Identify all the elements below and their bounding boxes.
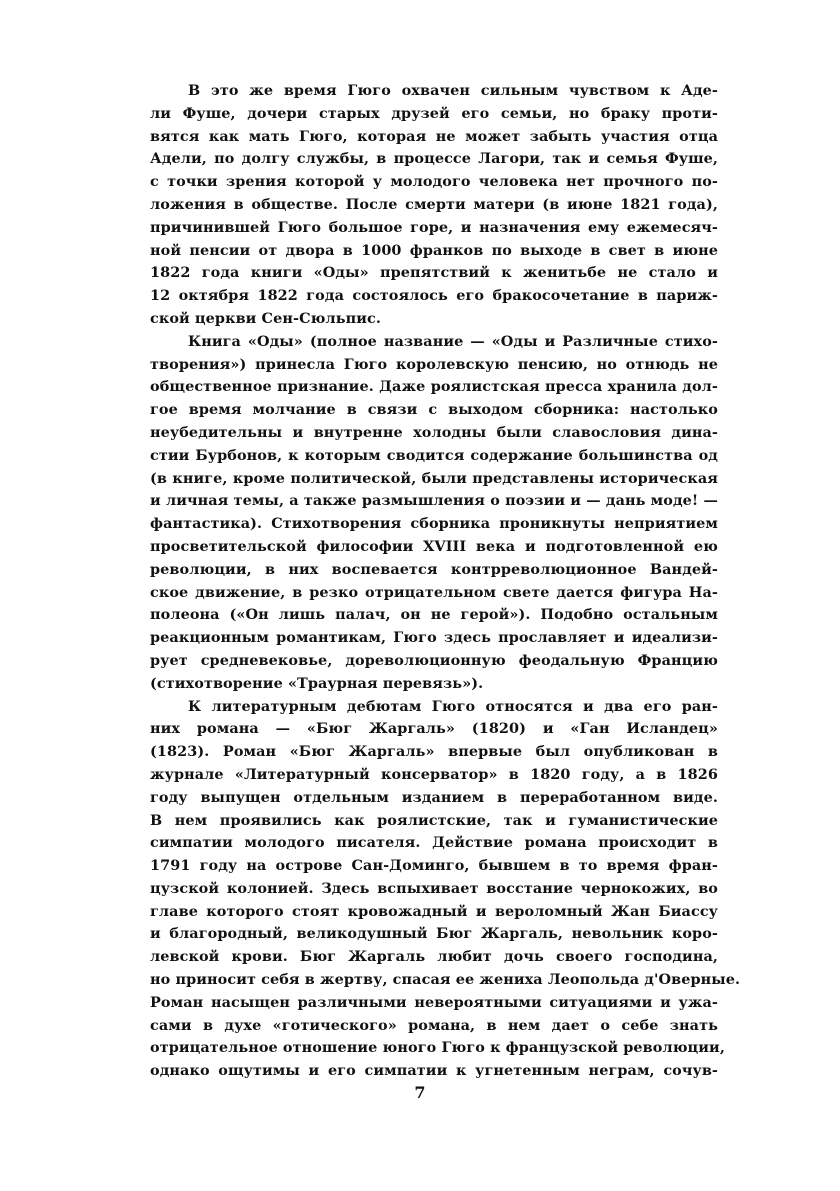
- text-line: революции, в них воспевается контрреволюционное Вандей-: [150, 560, 718, 578]
- text-line: просветительской философии XVIII века и подготовленной ею: [150, 537, 718, 555]
- text-line: них романа — «Бюг Жаргаль» (1820) и «Ган Исландец»: [150, 720, 718, 738]
- text-line: полеона («Он лишь палач, он не герой»). Подобно остальным: [150, 606, 718, 624]
- text-line: и личная темы, а также размышления о поэзии и — дань моде! —: [150, 492, 718, 510]
- text-line: причинившей Гюго большое горе, и назначения ему ежемесяч-: [150, 218, 718, 236]
- text-line: (в книге, кроме политической, были представлены историческая: [150, 469, 718, 487]
- text-line: году выпущен отдельным изданием в переработанном виде.: [150, 788, 718, 806]
- page-body: [150, 80, 741, 1083]
- text-line: сами в духе «готического» романа, в нем дает о себе знать: [150, 1016, 718, 1034]
- text-line: К литературным дебютам Гюго относятся и два его ран-: [188, 697, 718, 715]
- text-line: симпатии молодого писателя. Действие романа происходит в: [150, 834, 718, 852]
- text-line: вятся как мать Гюго, которая не может забыть участия отца: [150, 127, 718, 145]
- text-line: цузской колонией. Здесь вспыхивает восстание чернокожих, во: [150, 879, 718, 897]
- text-line: рует средневековье, дореволюционную феодальную Францию: [150, 651, 718, 669]
- text-line: журнале «Литературный консерватор» в 1820 году, а в 1826: [150, 765, 718, 783]
- text-line: Адели, по долгу службы, в процессе Лагори, так и семья Фуше,: [150, 150, 718, 168]
- text-line: В нем проявились как роялистские, так и гуманистические: [150, 811, 718, 829]
- text-line: с точки зрения которой у молодого человека нет прочного по-: [150, 173, 718, 191]
- text-line: ложения в обществе. После смерти матери (в июне 1821 года),: [150, 195, 718, 213]
- text-line: (стихотворение «Траурная перевязь»).: [150, 674, 484, 692]
- text-line: отрицательное отношение юного Гюго к французской революции,: [150, 1039, 725, 1057]
- text-line: (1823). Роман «Бюг Жаргаль» впервые был опубликован в: [150, 743, 718, 761]
- text-line: однако ощутимы и его симпатии к угнетенным неграм, сочув-: [150, 1062, 718, 1080]
- text-line: В это же время Гюго охвачен сильным чувством к Аде-: [188, 82, 718, 99]
- text-line: гое время молчание в связи с выходом сборника: настолько: [150, 401, 718, 419]
- text-line: главе которого стоят кровожадный и вероломный Жан Биассу: [150, 902, 718, 920]
- text-line: левской крови. Бюг Жаргаль любит дочь своего господина,: [150, 948, 718, 966]
- text-line: ли Фуше, дочери старых друзей его семьи, но браку проти-: [150, 104, 718, 122]
- text-line: стии Бурбонов, к которым сводится содержание большинства од: [150, 446, 718, 464]
- text-line: ское движение, в резко отрицательном свете дается фигура На-: [150, 583, 718, 601]
- text-line: общественное признание. Даже роялистская пресса хранила дол-: [150, 378, 718, 396]
- text-line: ной пенсии от двора в 1000 франков по выходе в свет в июне: [150, 241, 718, 259]
- text-line: Книга «Оды» (полное название — «Оды и Различные стихо-: [188, 332, 718, 350]
- text-line: и благородный, великодушный Бюг Жаргаль, невольник коро-: [150, 925, 718, 943]
- text-line: неубедительны и внутренне холодны были славословия дина-: [150, 423, 718, 441]
- text-line: 12 октября 1822 года состоялось его бракосочетание в париж-: [150, 287, 718, 305]
- text-line: творения») принесла Гюго королевскую пенсию, но отнюдь не: [150, 355, 718, 373]
- text-line: ской церкви Сен-Сюльпис.: [150, 309, 381, 327]
- text-line: 1791 году на острове Сан-Доминго, бывшем в то время фран-: [150, 857, 718, 875]
- text-line: Роман насыщен различными невероятными ситуациями и ужа-: [150, 993, 718, 1011]
- page-number: 7: [414, 1083, 426, 1102]
- text-line: 1822 года книги «Оды» препятствий к женитьбе не стало и: [150, 264, 718, 282]
- text-line: но приносит себя в жертву, спасая ее жениха Леопольда д'Оверные.: [150, 971, 741, 989]
- text-line: фантастика). Стихотворения сборника проникнуты неприятием: [150, 515, 718, 533]
- text-line: реакционным романтикам, Гюго здесь прославляет и идеализи-: [150, 629, 718, 647]
